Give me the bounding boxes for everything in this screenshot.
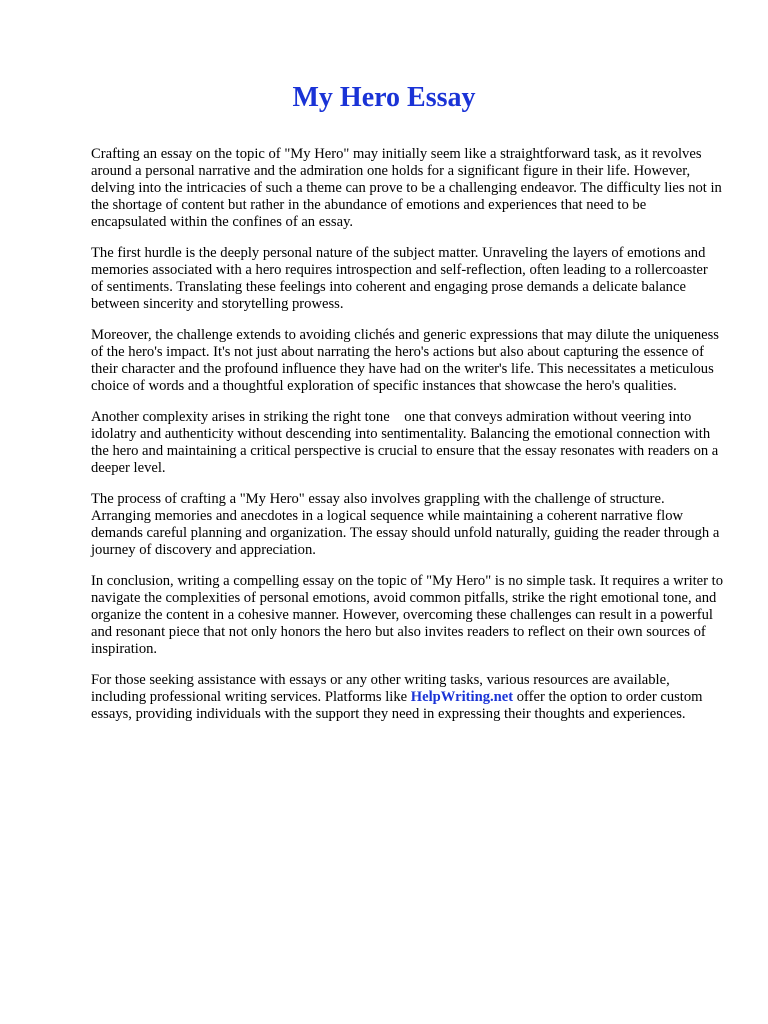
paragraph-5: The process of crafting a "My Hero" essay also involves grappling with the challenge of structure. Arranging memories and anecdotes in a logical sequence while maintaining a coherent narrative flow demands careful planning and organization. The essay should unfold naturally, guiding the reader through a journey of discovery and appreciation. [91, 491, 720, 558]
helpwriting-link[interactable]: HelpWriting.net [410, 689, 514, 705]
paragraph-6: In conclusion, writing a compelling essay on the topic of "My Hero" is no simple task. It requires a writer to navigate the complexities of personal emotions, avoid common pitfalls, strike the right emotional tone, and organize the content in a cohesive manner. However, overcoming these challenges can result in a powerful and resonant piece that not only honors the hero but also invites readers to reflect on their own sources of inspiration. [91, 573, 724, 657]
paragraph-7-text-before-link: For those seeking assistance with essays or any other writing tasks, various resources are available, including professional writing services. Platforms like [91, 672, 670, 705]
paragraph-2: The first hurdle is the deeply personal nature of the subject matter. Unraveling the layers of emotions and memories associated with a hero requires introspection and self-reflection, often leading to a rollercoaster of sentiments. Translating these feelings into coherent and engaging prose demands a delicate balance between sincerity and storytelling prowess. [91, 245, 708, 312]
paragraph-1: Crafting an essay on the topic of "My Hero" may initially seem like a straightforward task, as it revolves around a personal narrative and the admiration one holds for a significant figure in their life. However, delving into the intricacies of such a theme can prove to be a challenging endeavor. The difficulty lies not in the shortage of content but rather in the abundance of emotions and experiences that need to be encapsulated within the confines of an essay. [91, 146, 722, 230]
essay-body [91, 146, 723, 737]
paragraph-4: Another complexity arises in striking the right tone one that conveys admiration without veering into idolatry and authenticity without descending into sentimentality. Balancing the emotional connection with the hero and maintaining a critical perspective is crucial to ensure that the essay resonates with readers on a deeper level. [91, 409, 722, 476]
paragraph-7-text-after-link: offer the option to order custom essays, providing individuals with the support they need in expressing their thoughts and experiences. [91, 689, 703, 722]
paragraph-7 [91, 672, 723, 723]
essay-title: My Hero Essay [292, 82, 476, 113]
paragraph-3: Moreover, the challenge extends to avoiding clichés and generic expressions that may dilute the uniqueness of the hero's impact. It's not just about narrating the hero's actions but also about capturing the essence of their character and the profound influence they have had on the writer's life. This necessitates a meticulous choice of words and a thoughtful exploration of specific instances that showcase the hero's qualities. [91, 327, 719, 394]
